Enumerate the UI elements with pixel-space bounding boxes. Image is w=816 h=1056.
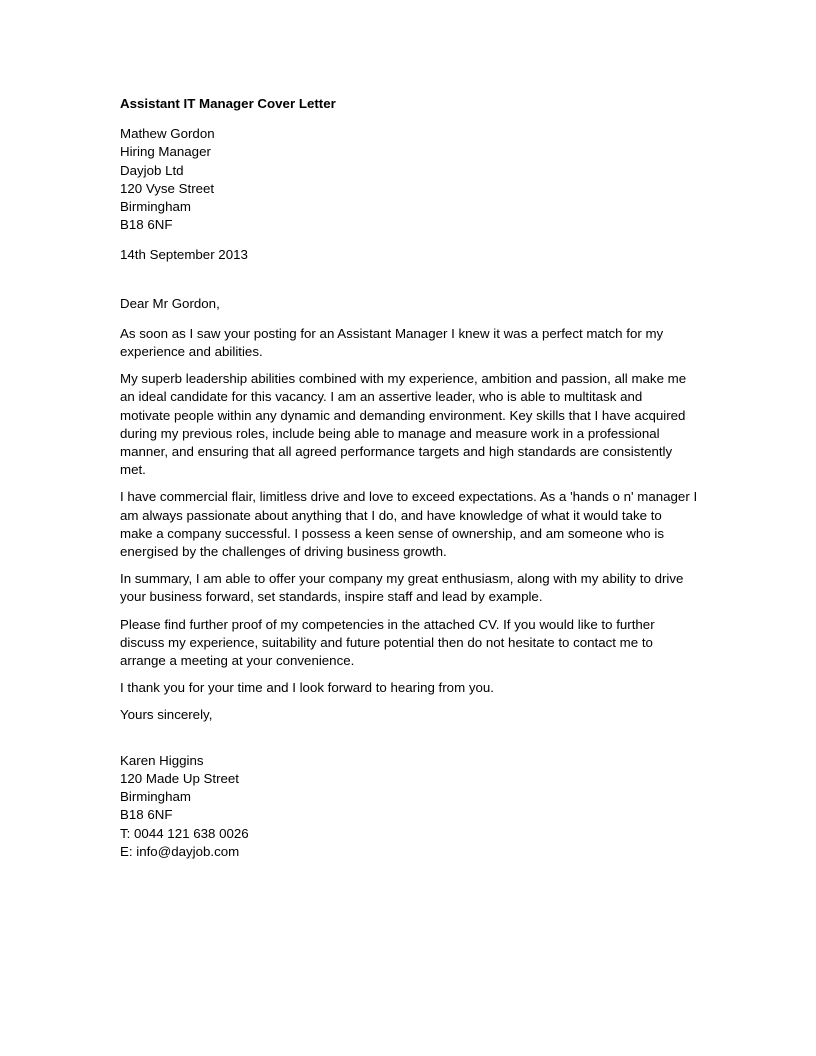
letter-body: [120, 95, 700, 861]
recipient-street: 120 Vyse Street: [120, 180, 215, 196]
paragraph-line: your business forward, set standards, inspire staff and lead by example.: [120, 589, 543, 605]
paragraph-line: manner, and ensuring that all agreed performance targets and high standards are consistently: [120, 444, 673, 460]
paragraph-line: As soon as I saw your posting for an Assistant Manager I knew it was a perfect match for my: [120, 325, 664, 341]
sender-postcode: B18 6NF: [120, 807, 173, 823]
closing: [120, 706, 700, 724]
sender-city: Birmingham: [120, 789, 191, 805]
date-text: 14th September 2013: [120, 247, 248, 263]
paragraph-line: during my previous roles, include being able to manage and measure work in a professional: [120, 425, 660, 441]
recipient-address: [120, 125, 700, 234]
paragraph-line: My superb leadership abilities combined with my experience, ambition and passion, all make me: [120, 371, 687, 387]
paragraph-line: met.: [120, 462, 146, 478]
paragraph-intro: [120, 325, 700, 361]
sender-email: E: info@dayjob.com: [120, 843, 240, 859]
paragraph-line: energised by the challenges of driving business growth.: [120, 544, 447, 560]
paragraph-line: experience and abilities.: [120, 344, 263, 360]
recipient-name: Mathew Gordon: [120, 126, 215, 142]
salutation: [120, 295, 700, 313]
paragraph-line: Please find further proof of my competencies in the attached CV. If you would like to further: [120, 616, 655, 632]
paragraph-thanks: [120, 679, 700, 697]
recipient-company: Dayjob Ltd: [120, 162, 184, 178]
paragraph-line: an ideal candidate for this vacancy. I am an assertive leader, who is able to multitask and: [120, 389, 643, 405]
paragraph-line: discuss my experience, suitability and future potential then do not hesitate to contact me to: [120, 634, 653, 650]
letter-date: [120, 246, 700, 264]
paragraph-summary: [120, 570, 700, 606]
paragraph-line: I thank you for your time and I look forward to hearing from you.: [120, 680, 494, 696]
sender-name: Karen Higgins: [120, 752, 204, 768]
sender-street: 120 Made Up Street: [120, 770, 240, 786]
paragraph-commercial: [120, 488, 700, 561]
paragraph-line: motivate people within any dynamic and demanding environment. Key skills that I have acquired: [120, 407, 686, 423]
document-title: Assistant IT Manager Cover Letter: [120, 96, 336, 111]
sender-signature-block: [120, 752, 700, 861]
paragraph-leadership: [120, 370, 700, 479]
closing-text: Yours sincerely,: [120, 707, 213, 723]
paragraph-line: make a company successful. I possess a keen sense of ownership, and am someone who is: [120, 525, 664, 541]
paragraph-line: am always passionate about anything that I do, and have knowledge of what it would take to: [120, 507, 662, 523]
recipient-postcode: B18 6NF: [120, 217, 173, 233]
paragraph-line: I have commercial flair, limitless drive and love to exceed expectations. As a 'hands o n' manager I: [120, 489, 698, 505]
sender-phone: T: 0044 121 638 0026: [120, 825, 249, 841]
salutation-text: Dear Mr Gordon,: [120, 295, 220, 311]
recipient-position: Hiring Manager: [120, 144, 211, 160]
recipient-city: Birmingham: [120, 199, 191, 215]
paragraph-cv: [120, 616, 700, 671]
paragraph-line: arrange a meeting at your convenience.: [120, 653, 355, 669]
paragraph-line: In summary, I am able to offer your company my great enthusiasm, along with my ability to drive: [120, 571, 684, 587]
